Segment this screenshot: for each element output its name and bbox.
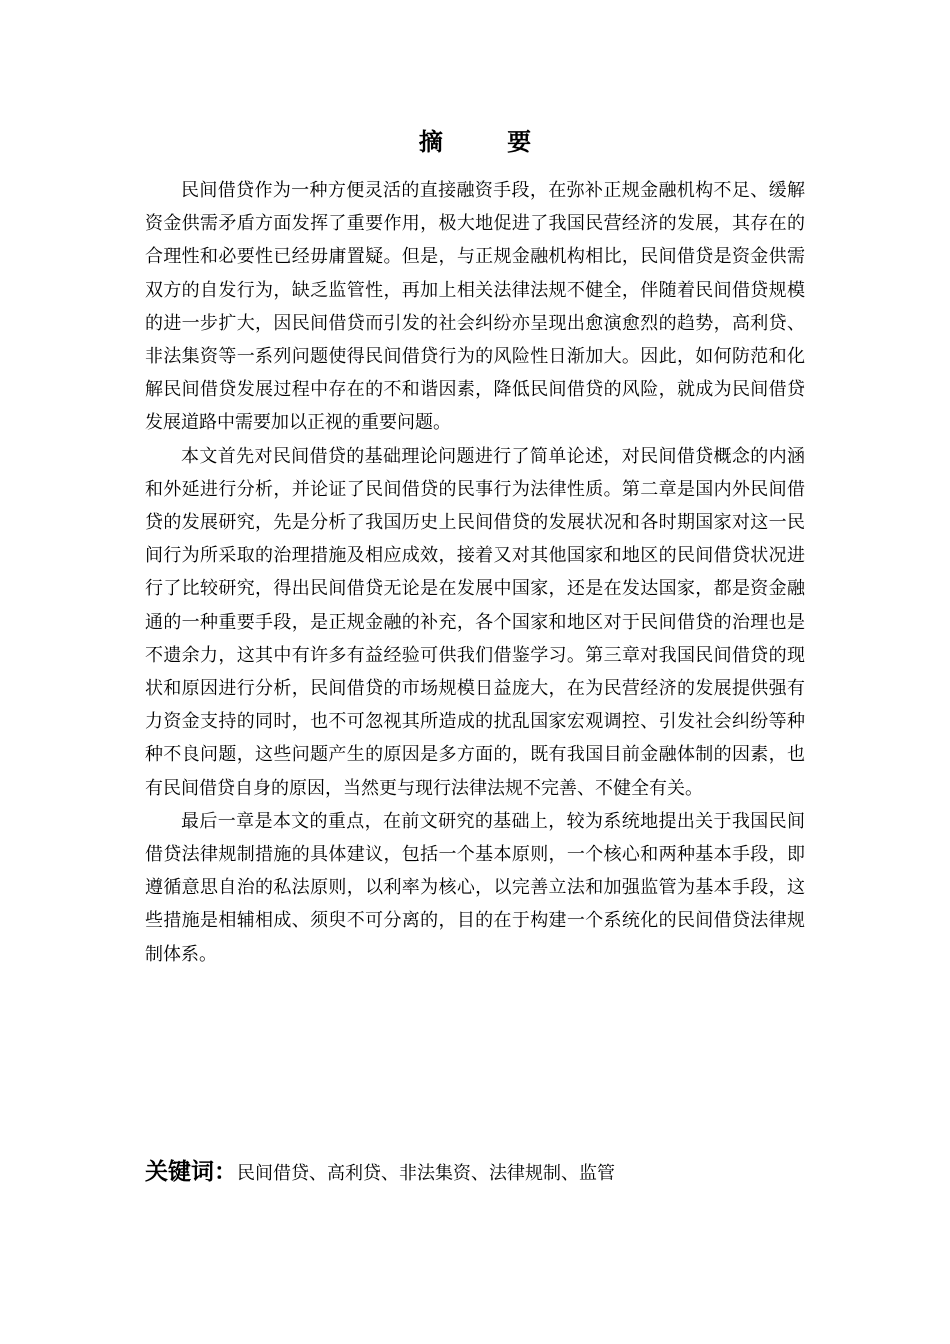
keywords-line [145,1150,805,1196]
keywords-label: 关键词： [145,1159,237,1185]
abstract-paragraph-2: 本文首先对民间借贷的基础理论问题进行了简单论述，对民间借贷概念的内涵和外延进行分析，并论证了民间借贷的民事行为法律性质。第二章是国内外民间借贷的发展研究，先是分析了我国历史上民间借贷的发展状况和各时期国家对这一民间行为所采取的治理措施及相应成效，接着又对其他国家和地区的民间借贷状况进行了比较研究，得出民间借贷无论是在发展中国家，还是在发达国家，都是资金融通的一种重要手段，是正规金融的补充，各个国家和地区对于民间借贷的治理也是不遗余力，这其中有许多有益经验可供我们借鉴学习。第三章对我国民间借贷的现状和原因进行分析，民间借贷的市场规模日益庞大，在为民营经济的发展提供强有力资金支持的同时，也不可忽视其所造成的扰乱国家宏观调控、引发社会纠纷等种种不良问题，这些问题产生的原因是多方面的，既有我国目前金融体制的因素，也有民间借贷自身的原因，当然更与现行法律法规不完善、不健全有关。 [145,445,805,799]
abstract-paragraph-1: 民间借贷作为一种方便灵活的直接融资手段，在弥补正规金融机构不足、缓解资金供需矛盾方面发挥了重要作用，极大地促进了我国民营经济的发展，其存在的合理性和必要性已经毋庸置疑。但是，与正规金融机构相比，民间借贷是资金供需双方的自发行为，缺乏监管性，再加上相关法律法规不健全，伴随着民间借贷规模的进一步扩大，因民间借贷而引发的社会纠纷亦呈现出愈演愈烈的趋势，高利贷、非法集资等一系列问题使得民间借贷行为的风险性日渐加大。因此，如何防范和化解民间借贷发展过程中存在的不和谐因素，降低民间借贷的风险，就成为民间借贷发展道路中需要加以正视的重要问题。 [145,180,805,434]
page-title: 摘 要 [418,127,560,156]
abstract-paragraph-3: 最后一章是本文的重点，在前文研究的基础上，较为系统地提出关于我国民间借贷法律规制措施的具体建议，包括一个基本原则，一个核心和两种基本手段，即遵循意思自治的私法原则，以利率为核心，以完善立法和加强监管为基本手段，这些措施是相辅相成、须臾不可分离的，目的在于构建一个系统化的民间借贷法律规制体系。 [145,810,805,965]
keywords-value: 民间借贷、高利贷、非法集资、法律规制、监管 [237,1163,615,1184]
abstract-body [145,174,805,971]
